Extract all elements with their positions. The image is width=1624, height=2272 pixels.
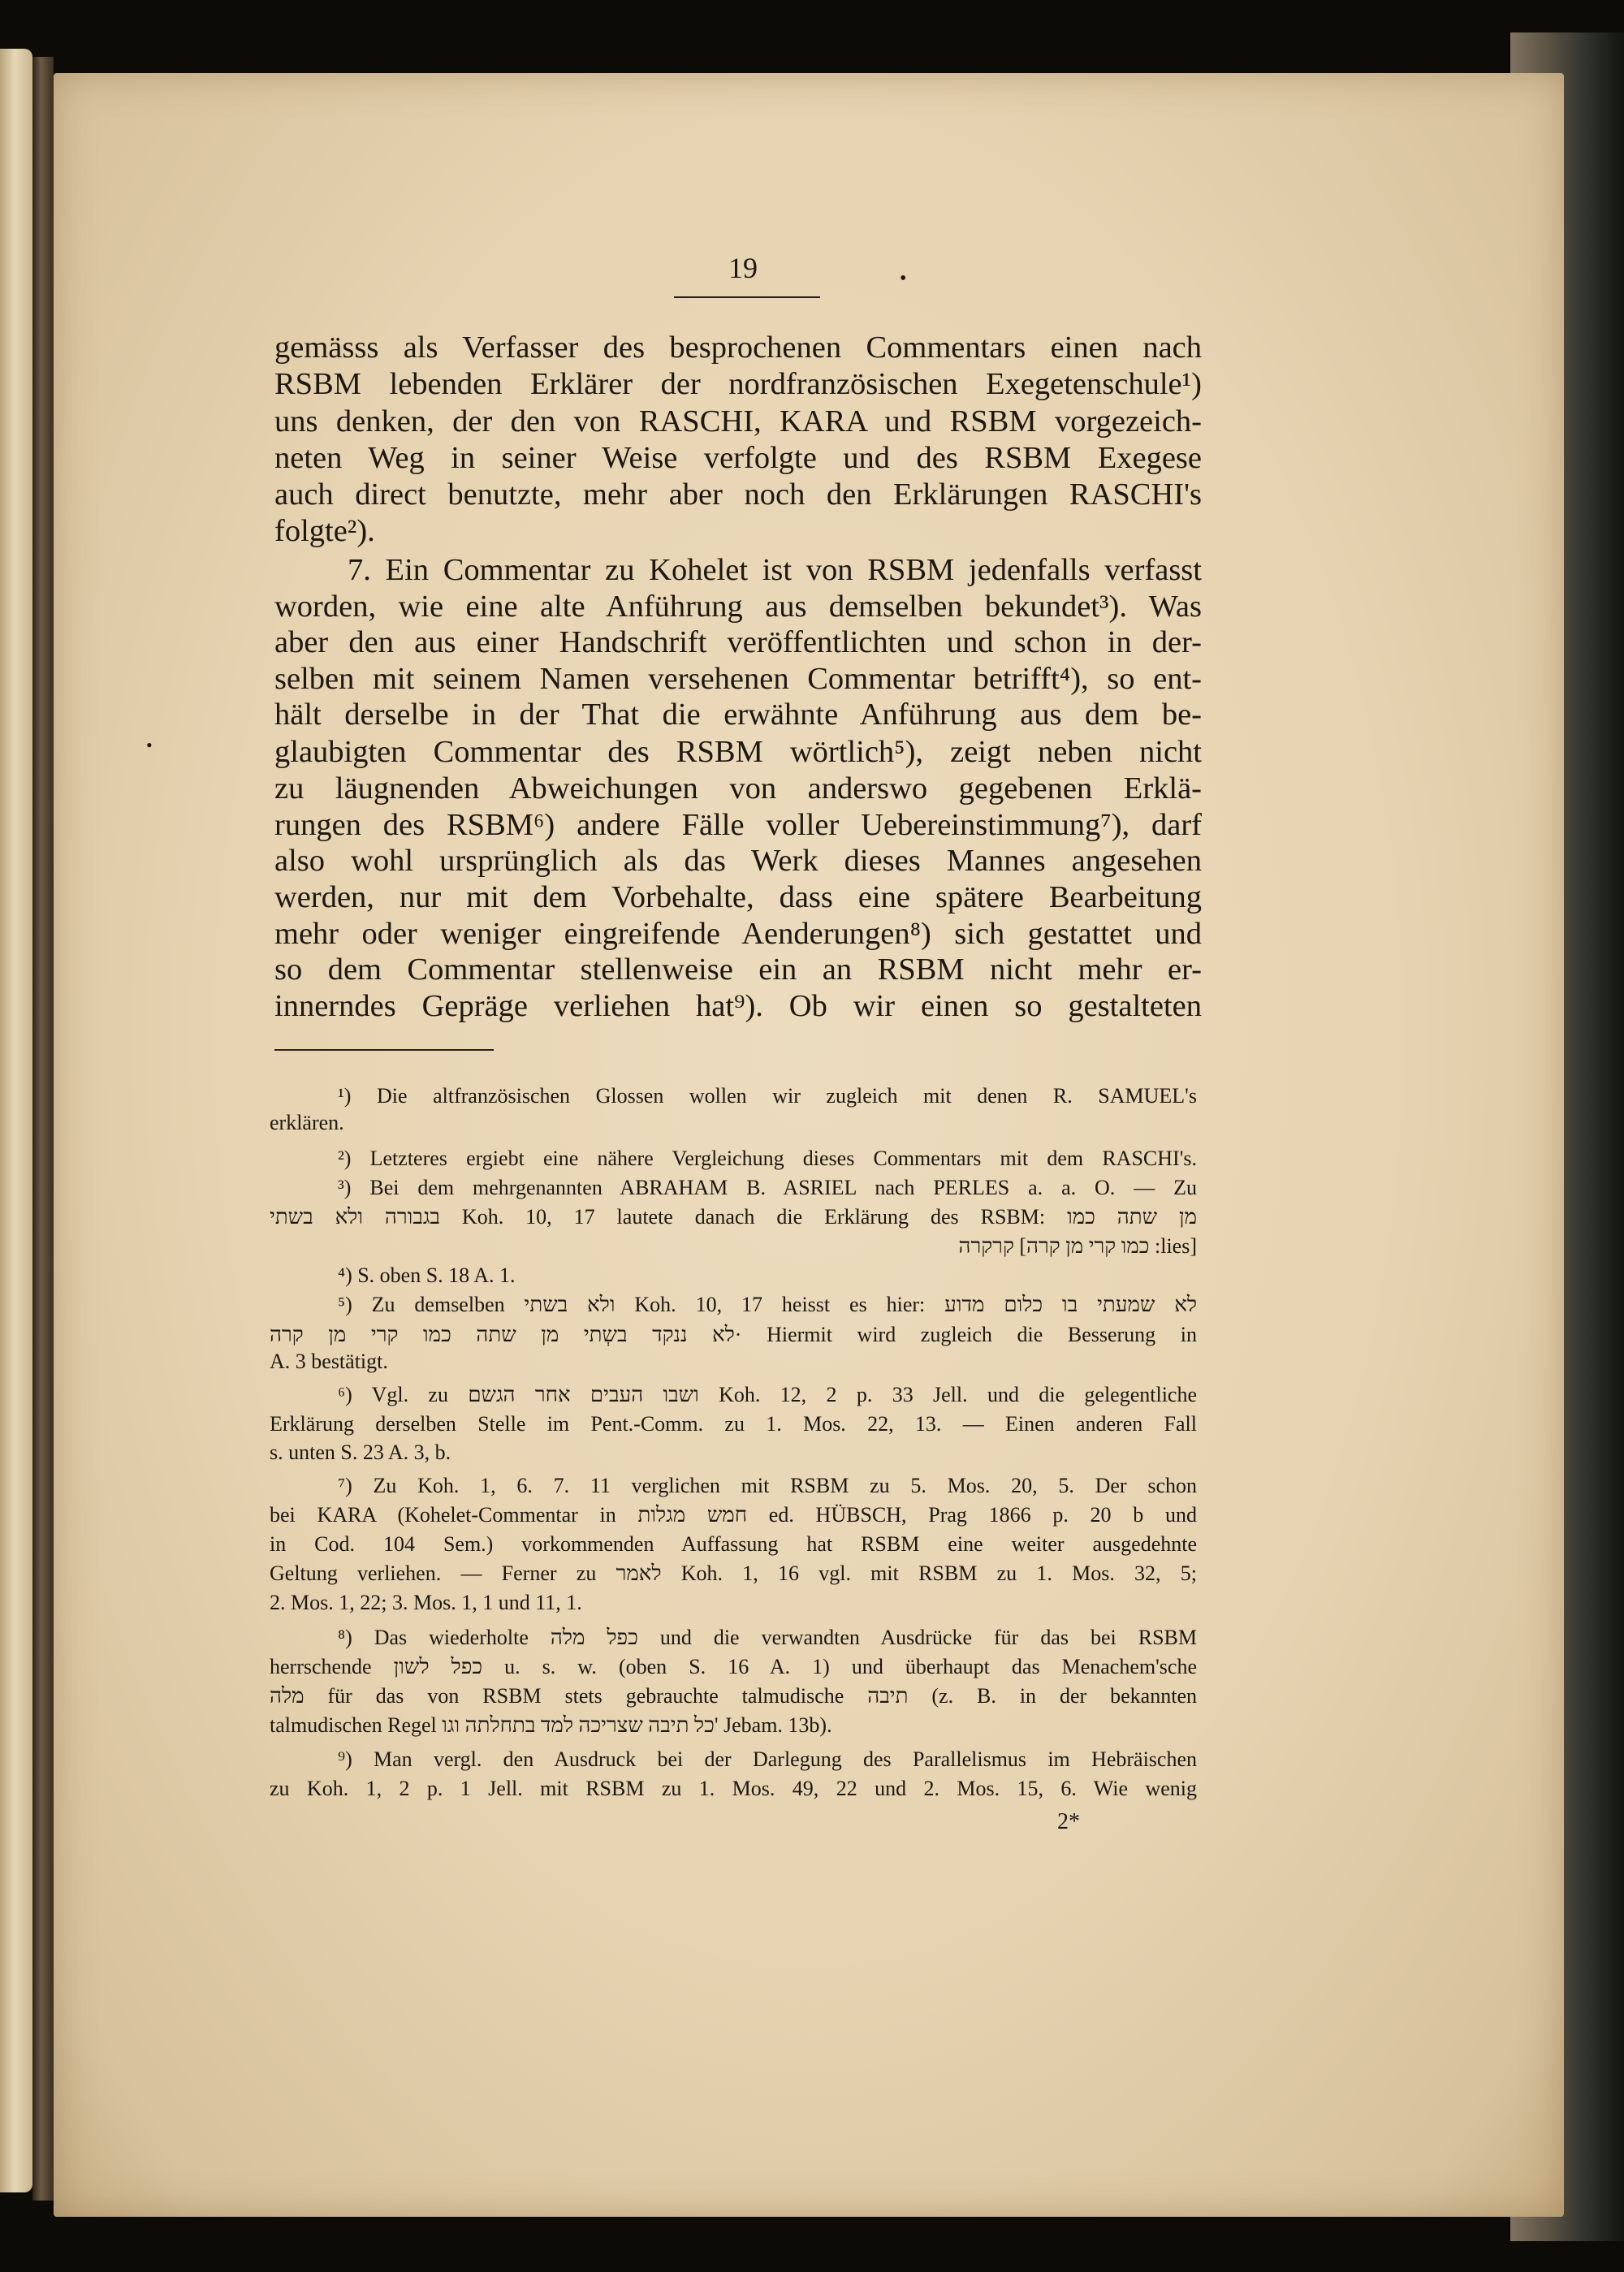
footnote-line: לא ננקד בשְתי מן שתה כמו קרי מן קרה· Hiermit wird zugleich die Besserung in [270,1323,1198,1346]
footnote-line: herrschende כפל לשון u. s. w. (oben S. 16 A. 1) und überhaupt das Menachem'sche [270,1655,1197,1678]
body-line: so dem Commentar stellenweise ein an RSBM nicht mehr er- [274,952,1202,987]
footnote-line: bei KARA (Kohelet-Commentar in חמש מגלות ed. HÜBSCH, Prag 1866 p. 20 b und [270,1503,1197,1527]
body-line: zu läugnenden Abweichungen von anderswo gegebenen Erklä- [274,771,1202,806]
footnote-line: ⁷) Zu Koh. 1, 6. 7. 11 verglichen mit RSBM zu 5. Mos. 20, 5. Der schon [338,1474,1197,1497]
body-line: 7. Ein Commentar zu Kohelet ist von RSBM jedenfalls verfasst [348,553,1202,587]
body-line: hält derselbe in der That die erwähnte Anführung aus dem be- [274,698,1202,732]
body-line: rungen des RSBM⁶) andere Fälle voller Uebereinstimmung⁷), darf [274,808,1202,842]
footnote-line: Geltung verliehen. — Ferner zu לאמר Koh. 1, 16 vgl. mit RSBM zu 1. Mos. 32, 5; [270,1561,1198,1585]
body-line: aber den aus einer Handschrift veröffentlichten und schon in der- [274,625,1202,659]
footnote-line: ³) Bei dem mehrgenannten ABRAHAM B. ASRIEL nach PERLES a. a. O. — Zu [338,1176,1197,1199]
footnote-line: Erklärung derselben Stelle im Pent.-Comm. zu 1. Mos. 22, 13. — Einen anderen Fall [270,1412,1197,1436]
body-line: selben mit seinem Namen versehenen Commentar betrifft⁴), so ent- [274,662,1202,696]
footnote-line: talmudischen Regel כל תיבה שצריכה למד בתחלתה וגו' Jebam. 13b). [270,1713,832,1737]
signature-mark: 2* [1057,1809,1080,1834]
page-number-rule [674,296,820,298]
body-line: glaubigten Commentar des RSBM wörtlich⁵), zeigt neben nicht [274,735,1202,769]
header-dot: • [900,268,907,289]
footnote-rule [274,1049,494,1051]
footnote-line: A. 3 bestätigt. [270,1350,388,1373]
footnote-line: קרקרה [כמו קרי מן קרה :lies] [958,1234,1197,1258]
footnote-line: ⁴) S. oben S. 18 A. 1. [338,1263,516,1287]
body-line: gemässs als Verfasser des besprochenen Commentars einen nach [274,330,1202,365]
body-line: werden, nur mit dem Vorbehalte, dass eine spätere Bearbeitung [274,880,1202,914]
page-number: 19 [728,252,758,284]
footnote-line: erklären. [270,1111,344,1134]
margin-dot: • [146,735,153,755]
body-line: auch direct benutzte, mehr aber noch den Erklärungen RASCHI's [274,477,1202,512]
footnote-line: ⁶) Vgl. zu ושבו העבים אחר הגשם Koh. 12, 2 p. 33 Jell. und die gelegentliche [338,1383,1197,1406]
body-line: neten Weg in seiner Weise verfolgte und des RSBM Exegese [274,441,1202,475]
body-line: folgte²). [274,514,375,548]
footnote-line: ⁵) Zu demselben ולא בשתי Koh. 10, 17 heisst es hier: לא שמעתי בו כלום מדוע [338,1293,1198,1316]
footnote-line: s. unten S. 23 A. 3, b. [270,1441,451,1464]
footnote-line: ¹) Die altfranzösischen Glossen wollen wir zugleich mit denen R. SAMUEL's [338,1084,1197,1108]
previous-page-edge [0,49,32,2192]
footnote-line: 2. Mos. 1, 22; 3. Mos. 1, 1 und 11, 1. [270,1591,582,1614]
footnote-line: מלה für das von RSBM stets gebrauchte talmudische תיבה (z. B. in der bekannten [270,1684,1197,1708]
footnote-line: ⁸) Das wiederholte כפל מלה und die verwandten Ausdrücke für das bei RSBM [338,1626,1197,1649]
body-line: mehr oder weniger eingreifende Aenderungen⁸) sich gestattet und [274,917,1202,951]
body-line: RSBM lebenden Erklärer der nordfranzösischen Exegetenschule¹) [274,367,1202,401]
footnote-line: in Cod. 104 Sem.) vorkommenden Auffassung hat RSBM eine weiter ausgedehnte [270,1532,1197,1556]
body-line: worden, wie eine alte Anführung aus demselben bekundet³). Was [274,590,1202,624]
footnote-line: zu Koh. 1, 2 p. 1 Jell. mit RSBM zu 1. Mos. 49, 22 und 2. Mos. 15, 6. Wie wenig [270,1777,1197,1800]
book-binding [32,57,54,2201]
footnote-line: ⁹) Man vergl. den Ausdruck bei der Darlegung des Parallelismus im Hebräischen [338,1747,1197,1771]
body-line: also wohl ursprünglich als das Werk dieses Mannes angesehen [274,844,1202,878]
footnote-line: בגבורה ולא בשתי Koh. 10, 17 lautete danach die Erklärung des RSBM: מן שתה כמו [270,1205,1197,1229]
footnote-line: ²) Letzteres ergiebt eine nähere Vergleichung dieses Commentars mit dem RASCHI's. [338,1147,1197,1170]
body-line: innerndes Gepräge verliehen hat⁹). Ob wir einen so gestalteten [274,989,1202,1023]
body-line: uns denken, der den von RASCHI, KARA und RSBM vorgezeich- [274,404,1202,438]
